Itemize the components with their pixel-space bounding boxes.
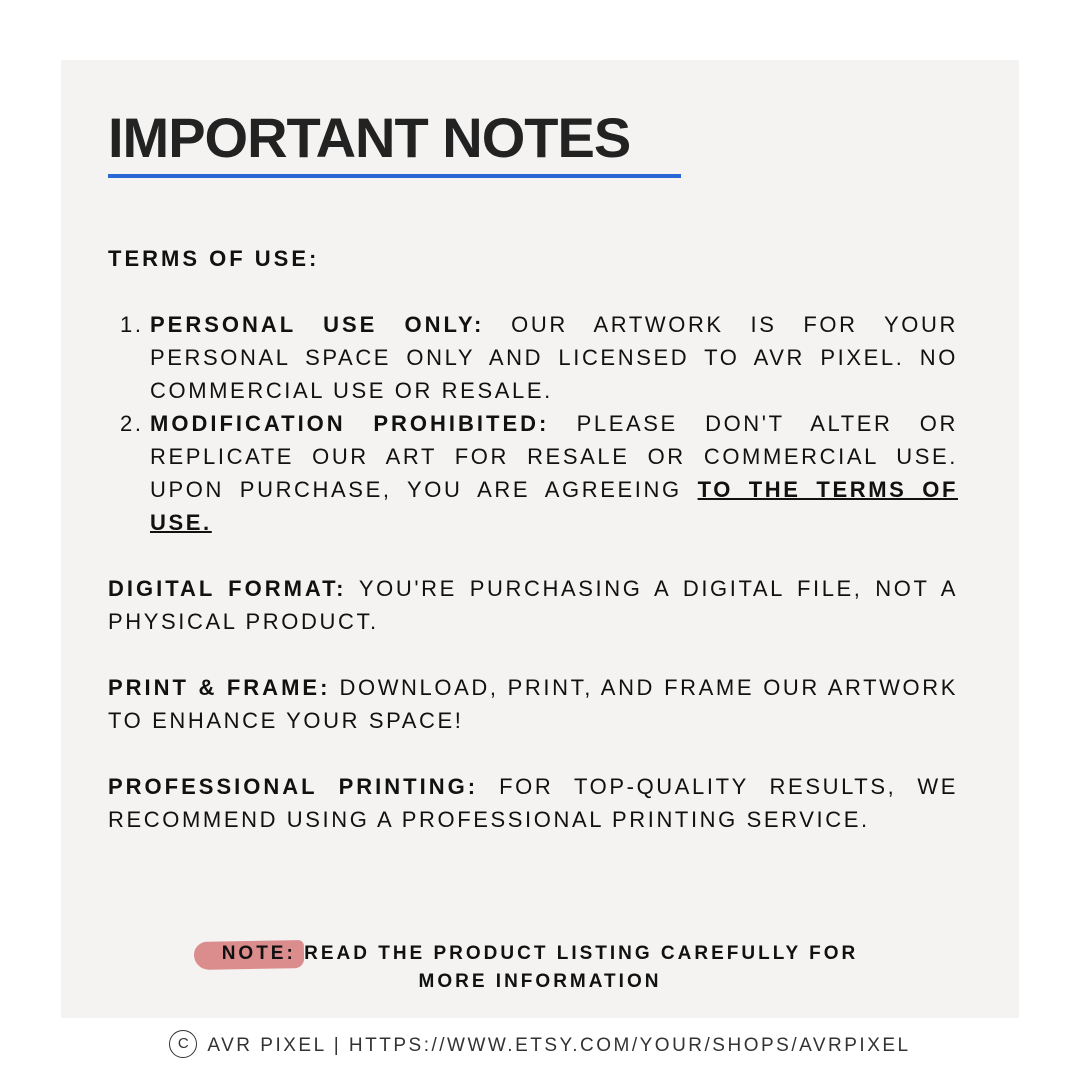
- professional-printing-note: [108, 770, 958, 836]
- note-label: NOTE:: [222, 940, 296, 968]
- terms-of-use-link[interactable]: TO THE TERMS OF USE.: [150, 477, 958, 535]
- term-text: PLEASE DON'T ALTER OR REPLICATE OUR ART FOR RESALE OR COMMERCIAL USE. UPON PURCHASE, YOU ARE AGREEING: [150, 411, 959, 502]
- term-number: 1.: [120, 312, 144, 337]
- print-frame-text: DOWNLOAD, PRINT, AND FRAME OUR ARTWORK TO ENHANCE YOUR SPACE!: [108, 675, 959, 733]
- professional-printing-text: FOR TOP-QUALITY RESULTS, WE RECOMMEND USING A PROFESSIONAL PRINTING SERVICE.: [108, 774, 958, 832]
- term-text: OUR ARTWORK IS FOR YOUR PERSONAL SPACE ONLY AND LICENSED TO AVR PIXEL. NO COMMERCIAL USE OR RESALE.: [150, 312, 958, 403]
- term-item: [108, 407, 958, 539]
- note-line-2: MORE INFORMATION: [418, 971, 662, 992]
- terms-list: [108, 308, 958, 539]
- professional-printing-label: PROFESSIONAL PRINTING:: [108, 774, 479, 799]
- note-line-1: [61, 940, 1019, 968]
- listing-note: [61, 940, 1019, 996]
- footer-text: AVR PIXEL | HTTPS://WWW.ETSY.COM/YOUR/SHOPS/AVRPIXEL: [207, 1035, 911, 1057]
- digital-format-note: [108, 572, 958, 638]
- term-item: [108, 308, 958, 407]
- print-frame-note: [108, 671, 958, 737]
- note-text-1: READ THE PRODUCT LISTING CAREFULLY FOR: [295, 943, 859, 964]
- notes-body: [108, 242, 958, 836]
- term-label: PERSONAL USE ONLY:: [150, 312, 485, 337]
- digital-format-label: DIGITAL FORMAT:: [108, 576, 347, 601]
- term-label: MODIFICATION PROHIBITED:: [150, 411, 550, 436]
- terms-heading: TERMS OF USE:: [108, 246, 320, 271]
- term-number: 2.: [120, 411, 144, 436]
- footer: [0, 1032, 1080, 1060]
- page-title: IMPORTANT NOTES: [108, 106, 631, 169]
- print-frame-label: PRINT & FRAME:: [108, 675, 331, 700]
- notes-panel: [61, 60, 1019, 1018]
- copyright-icon: C: [169, 1030, 197, 1058]
- digital-format-text: YOU'RE PURCHASING A DIGITAL FILE, NOT A PHYSICAL PRODUCT.: [108, 576, 958, 634]
- title-underline: [108, 174, 681, 178]
